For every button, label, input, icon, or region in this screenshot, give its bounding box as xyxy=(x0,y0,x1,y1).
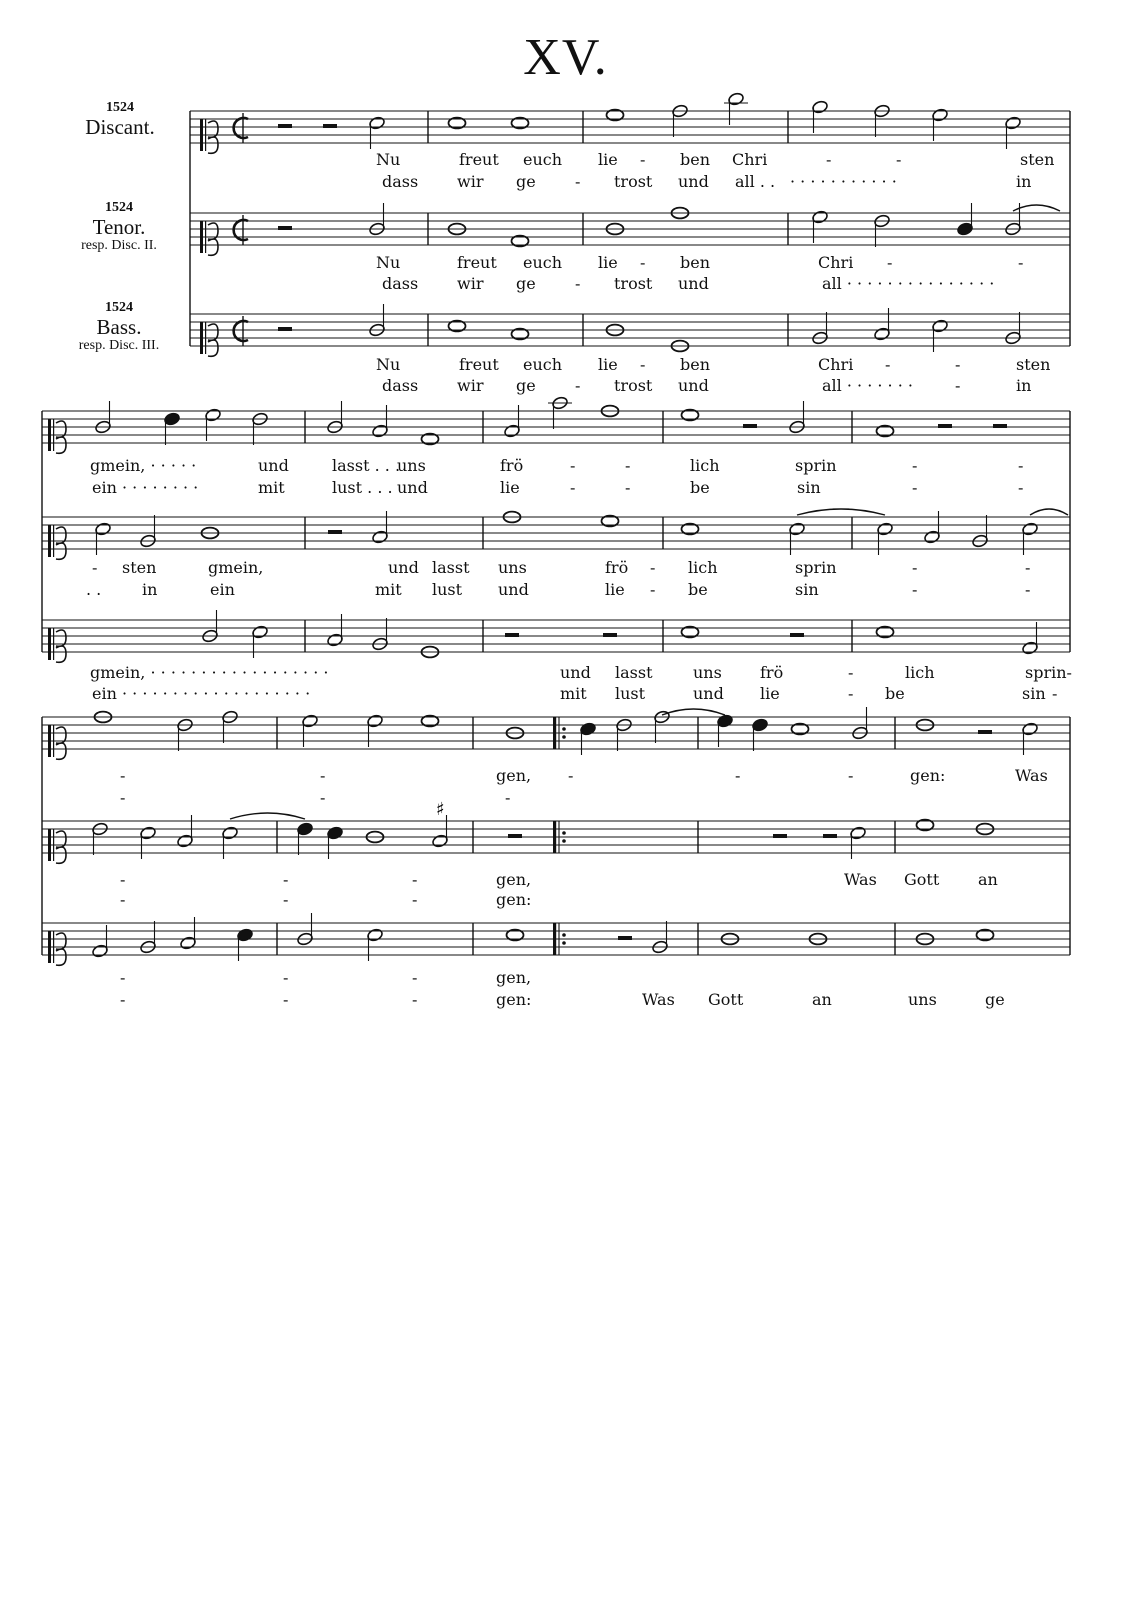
half-note xyxy=(432,834,449,848)
tie-icon xyxy=(230,813,305,819)
lyric-syllable: an xyxy=(812,990,832,1009)
lyric-syllable: - xyxy=(412,870,418,889)
lyric-syllable: - xyxy=(887,253,893,272)
lyric-syllable: be xyxy=(885,684,905,703)
half-note xyxy=(95,522,112,536)
half-note xyxy=(1022,722,1039,736)
lyric-syllable: lie xyxy=(598,150,618,169)
half-note xyxy=(932,319,949,333)
half-note xyxy=(812,210,829,224)
rest-icon xyxy=(278,124,292,128)
lyric-syllable: sten xyxy=(122,558,157,577)
lyric-syllable: gen: xyxy=(910,766,946,785)
lyric-syllable: in xyxy=(1016,376,1032,395)
lyric-syllable: - xyxy=(120,766,126,785)
c-clef-icon xyxy=(48,725,51,757)
lyric-syllable: all · · · · · · · xyxy=(822,376,913,395)
lyric-syllable: und xyxy=(397,478,428,497)
c-clef-icon xyxy=(208,121,218,153)
c-clef-icon xyxy=(53,829,54,861)
c-clef-icon xyxy=(48,525,51,557)
lyric-syllable: Was xyxy=(642,990,675,1009)
c-clef-icon xyxy=(208,223,218,255)
quarter-note xyxy=(580,722,597,736)
c-clef-icon xyxy=(200,221,203,253)
lyric-syllable: lie xyxy=(605,580,625,599)
lyric-syllable: - xyxy=(826,150,832,169)
c-clef-icon xyxy=(53,931,54,963)
lyric-syllable: sten xyxy=(1016,355,1051,374)
lyric-syllable: - xyxy=(320,766,326,785)
c-clef-icon xyxy=(205,322,206,354)
lyric-syllable: - xyxy=(412,990,418,1009)
rest-icon xyxy=(603,633,617,637)
lyric-syllable: und xyxy=(678,172,709,191)
c-clef-icon xyxy=(56,933,66,965)
voice-year: 1524 xyxy=(105,200,133,215)
lyric-syllable: - xyxy=(120,788,126,807)
quarter-note xyxy=(957,222,974,236)
lyric-syllable: - xyxy=(92,558,98,577)
half-note xyxy=(372,530,389,544)
lyric-syllable: freut xyxy=(457,253,497,272)
lyric-syllable: - xyxy=(120,870,126,889)
repeat-dot-icon xyxy=(562,839,566,843)
lyric-syllable: gen, xyxy=(496,968,532,987)
lyric-syllable: mit xyxy=(560,684,587,703)
half-note xyxy=(877,522,894,536)
lyric-syllable: - xyxy=(625,456,631,475)
lyric-syllable: lasst xyxy=(432,558,470,577)
lyric-syllable: uns xyxy=(498,558,527,577)
rest-icon xyxy=(978,730,992,734)
lyric-syllable: sprin xyxy=(795,558,837,577)
lyric-syllable: ben xyxy=(680,253,711,272)
repeat-sign-icon xyxy=(553,821,556,853)
c-clef-icon xyxy=(56,831,66,863)
voice-resp: resp. Disc. III. xyxy=(78,338,160,353)
lyric-syllable: wir xyxy=(457,172,484,191)
lyric-syllable: · · · · · · · · · · · xyxy=(790,172,897,191)
lyric-syllable: lust xyxy=(432,580,463,599)
lyric-syllable: gen: xyxy=(496,890,532,909)
lyric-syllable: - xyxy=(640,355,646,374)
lyric-syllable: ein · · · · · · · · · · · · · · · · · · · xyxy=(92,684,311,703)
quarter-note xyxy=(717,714,734,728)
half-note xyxy=(789,522,806,536)
half-note xyxy=(728,92,745,106)
half-note xyxy=(205,408,222,422)
quarter-note xyxy=(297,822,314,836)
voice-year: 1524 xyxy=(106,100,134,115)
c-clef-icon xyxy=(56,421,66,453)
half-note xyxy=(367,714,384,728)
c-clef-icon xyxy=(56,527,66,559)
half-note xyxy=(850,826,867,840)
quarter-note xyxy=(327,826,344,840)
lyric-syllable: und xyxy=(560,663,591,682)
lyric-syllable: - xyxy=(412,968,418,987)
lyric-syllable: - xyxy=(625,478,631,497)
lyric-syllable: euch xyxy=(523,355,563,374)
sharp-accidental-icon: ♯ xyxy=(436,799,445,820)
lyric-syllable: freut xyxy=(459,355,499,374)
lyric-syllable: - xyxy=(575,274,581,293)
half-note xyxy=(180,936,197,950)
lyric-syllable: in xyxy=(142,580,158,599)
lyric-syllable: ein xyxy=(210,580,235,599)
rest-icon xyxy=(278,327,292,331)
voice-year: 1524 xyxy=(105,300,133,315)
half-note xyxy=(367,928,384,942)
lyric-syllable: trost xyxy=(614,274,653,293)
lyric-syllable: - xyxy=(283,990,289,1009)
c-clef-icon xyxy=(48,419,51,451)
lyric-syllable: - xyxy=(283,890,289,909)
lyric-syllable: uns xyxy=(397,456,426,475)
lyric-syllable: und xyxy=(678,274,709,293)
lyric-syllable: Nu xyxy=(376,355,401,374)
lyric-syllable: sin xyxy=(795,580,819,599)
lyric-syllable: frö xyxy=(760,663,784,682)
lyric-syllable: und xyxy=(258,456,289,475)
c-clef-icon xyxy=(200,119,203,151)
lyric-syllable: - xyxy=(650,580,656,599)
half-note xyxy=(932,108,949,122)
lyric-syllable: euch xyxy=(523,253,563,272)
lyric-syllable: mit xyxy=(375,580,402,599)
lyric-syllable: - xyxy=(570,456,576,475)
lyric-syllable: Was xyxy=(1015,766,1048,785)
lyric-syllable: be xyxy=(688,580,708,599)
rest-icon xyxy=(743,424,757,428)
lyric-syllable: lie xyxy=(598,355,618,374)
lyric-syllable: sprin- xyxy=(1025,663,1072,682)
lyric-syllable: - xyxy=(650,558,656,577)
lyric-syllable: - xyxy=(575,172,581,191)
repeat-dot-icon xyxy=(562,727,566,731)
lyric-syllable: - xyxy=(955,376,961,395)
lyric-syllable: und xyxy=(678,376,709,395)
lyric-syllable: Chri xyxy=(818,253,854,272)
repeat-dot-icon xyxy=(562,831,566,835)
lyric-syllable: - xyxy=(283,968,289,987)
rest-icon xyxy=(505,633,519,637)
lyric-syllable: - xyxy=(120,890,126,909)
lyric-syllable: - xyxy=(848,766,854,785)
lyric-syllable: und xyxy=(498,580,529,599)
lyric-syllable: - xyxy=(735,766,741,785)
lyric-syllable: . . xyxy=(86,580,102,599)
repeat-dot-icon xyxy=(562,941,566,945)
lyric-syllable: sprin xyxy=(795,456,837,475)
rest-icon xyxy=(938,424,952,428)
lyric-syllable: - xyxy=(912,478,918,497)
lyric-syllable: wir xyxy=(457,376,484,395)
c-clef-icon xyxy=(53,419,54,451)
rest-icon xyxy=(508,834,522,838)
half-note xyxy=(1022,641,1039,655)
lyric-syllable: - xyxy=(1052,684,1058,703)
lyric-syllable: sten xyxy=(1020,150,1055,169)
lyric-syllable: dass xyxy=(382,172,419,191)
repeat-dot-icon xyxy=(562,735,566,739)
lyric-syllable: lie xyxy=(598,253,618,272)
lyric-syllable: lust xyxy=(615,684,646,703)
lyric-syllable: - xyxy=(885,355,891,374)
lyric-syllable: - xyxy=(912,580,918,599)
half-note xyxy=(327,633,344,647)
lyric-syllable: ge xyxy=(516,376,536,395)
lyric-syllable: - xyxy=(896,150,902,169)
repeat-sign-icon xyxy=(553,923,556,955)
rest-icon xyxy=(790,633,804,637)
lyric-syllable: Gott xyxy=(708,990,744,1009)
rest-icon xyxy=(618,936,632,940)
lyric-syllable: trost xyxy=(614,376,653,395)
c-clef-icon xyxy=(208,324,218,356)
lyric-syllable: - xyxy=(1025,580,1031,599)
half-note xyxy=(372,424,389,438)
repeat-dot-icon xyxy=(562,933,566,937)
lyric-syllable: trost xyxy=(614,172,653,191)
lyric-syllable: uns xyxy=(693,663,722,682)
rest-icon xyxy=(773,834,787,838)
half-note xyxy=(812,100,829,114)
tie-icon xyxy=(1030,509,1068,515)
lyric-syllable: und xyxy=(388,558,419,577)
lyric-syllable: freut xyxy=(459,150,499,169)
lyric-syllable: - xyxy=(1025,558,1031,577)
voice-resp: resp. Disc. II. xyxy=(81,238,157,253)
tie-icon xyxy=(662,709,725,715)
lyric-syllable: uns xyxy=(908,990,937,1009)
half-note xyxy=(302,714,319,728)
lyric-syllable: - xyxy=(283,870,289,889)
voice-name: Tenor. xyxy=(92,215,146,239)
lyric-syllable: ein · · · · · · · · xyxy=(92,478,199,497)
lyric-syllable: sin xyxy=(1022,684,1046,703)
lyric-syllable: - xyxy=(120,968,126,987)
lyric-syllable: mit xyxy=(258,478,285,497)
c-clef-icon xyxy=(205,221,206,253)
lyric-syllable: - xyxy=(1018,253,1024,272)
lyric-syllable: gen, xyxy=(496,870,532,889)
lyric-syllable: all · · · · · · · · · · · · · · · xyxy=(822,274,995,293)
lyric-syllable: gen: xyxy=(496,990,532,1009)
lyric-syllable: - xyxy=(505,788,511,807)
lyric-syllable: lie xyxy=(760,684,780,703)
half-note xyxy=(924,530,941,544)
c-clef-icon xyxy=(200,322,203,354)
lyric-syllable: wir xyxy=(457,274,484,293)
lyric-syllable: Chri xyxy=(818,355,854,374)
half-note xyxy=(92,944,109,958)
lyric-syllable: gen, xyxy=(496,766,532,785)
lyric-syllable: - xyxy=(848,663,854,682)
lyric-syllable: lich xyxy=(905,663,935,682)
lyric-syllable: ge xyxy=(985,990,1005,1009)
voice-name: Bass. xyxy=(96,315,142,339)
c-clef-icon xyxy=(48,829,51,861)
lyric-syllable: lust . . . xyxy=(332,478,393,497)
lyric-syllable: lasst xyxy=(615,663,653,682)
voice-name: Discant. xyxy=(85,115,155,139)
rest-icon xyxy=(328,530,342,534)
half-note xyxy=(1005,116,1022,130)
c-clef-icon xyxy=(48,628,51,660)
lyric-syllable: gmein, · · · · · xyxy=(90,456,197,475)
lyric-syllable: - xyxy=(412,890,418,909)
lyric-syllable: lasst . . . xyxy=(332,456,401,475)
half-note xyxy=(1022,522,1039,536)
quarter-note xyxy=(237,928,254,942)
lyric-syllable: - xyxy=(568,766,574,785)
half-note xyxy=(252,625,269,639)
half-note xyxy=(504,424,521,438)
lyric-syllable: Nu xyxy=(376,253,401,272)
lyric-syllable: Was xyxy=(844,870,877,889)
rest-icon xyxy=(823,834,837,838)
lyric-syllable: all . . xyxy=(735,172,776,191)
lyric-syllable: lich xyxy=(688,558,718,577)
quarter-note xyxy=(752,718,769,732)
lyric-syllable: - xyxy=(1018,456,1024,475)
lyric-syllable: - xyxy=(320,788,326,807)
lyric-syllable: ge xyxy=(516,274,536,293)
tie-icon xyxy=(797,509,885,515)
rest-icon xyxy=(278,226,292,230)
lyric-syllable: - xyxy=(640,150,646,169)
lyric-syllable: ben xyxy=(680,150,711,169)
c-clef-icon xyxy=(56,630,66,662)
c-clef-icon xyxy=(56,727,66,759)
lyric-syllable: - xyxy=(1018,478,1024,497)
repeat-sign-icon xyxy=(553,717,556,749)
half-note xyxy=(177,834,194,848)
c-clef-icon xyxy=(53,628,54,660)
lyric-syllable: - xyxy=(912,558,918,577)
half-note xyxy=(140,826,157,840)
half-note xyxy=(874,327,891,341)
c-clef-icon xyxy=(53,525,54,557)
c-clef-icon xyxy=(48,931,51,963)
lyric-syllable: ben xyxy=(680,355,711,374)
lyric-syllable: dass xyxy=(382,274,419,293)
lyric-syllable: - xyxy=(912,456,918,475)
lyric-syllable: lich xyxy=(690,456,720,475)
lyric-syllable: Nu xyxy=(376,150,401,169)
lyric-syllable: euch xyxy=(523,150,563,169)
lyric-syllable: - xyxy=(570,478,576,497)
rest-icon xyxy=(323,124,337,128)
lyric-syllable: be xyxy=(690,478,710,497)
lyric-syllable: - xyxy=(955,355,961,374)
lyric-syllable: lie xyxy=(500,478,520,497)
lyric-syllable: und xyxy=(693,684,724,703)
rest-icon xyxy=(993,424,1007,428)
lyric-syllable: Gott xyxy=(904,870,940,889)
lyric-syllable: - xyxy=(120,990,126,1009)
lyric-syllable: ge xyxy=(516,172,536,191)
lyric-syllable: in xyxy=(1016,172,1032,191)
lyric-syllable: an xyxy=(978,870,998,889)
lyric-syllable: frö xyxy=(605,558,629,577)
quarter-note xyxy=(164,412,181,426)
lyric-syllable: frö xyxy=(500,456,524,475)
lyric-syllable: gmein, xyxy=(208,558,264,577)
lyric-syllable: - xyxy=(848,684,854,703)
lyric-syllable: - xyxy=(640,253,646,272)
half-note xyxy=(369,116,386,130)
lyric-syllable: gmein, · · · · · · · · · · · · · · · · · · xyxy=(90,663,329,682)
lyric-syllable: sin xyxy=(797,478,821,497)
lyric-syllable: Chri xyxy=(732,150,768,169)
half-note xyxy=(222,826,239,840)
piece-title: XV. xyxy=(523,29,608,86)
c-clef-icon xyxy=(205,119,206,151)
lyric-syllable: - xyxy=(575,376,581,395)
c-clef-icon xyxy=(53,725,54,757)
lyric-syllable: dass xyxy=(382,376,419,395)
